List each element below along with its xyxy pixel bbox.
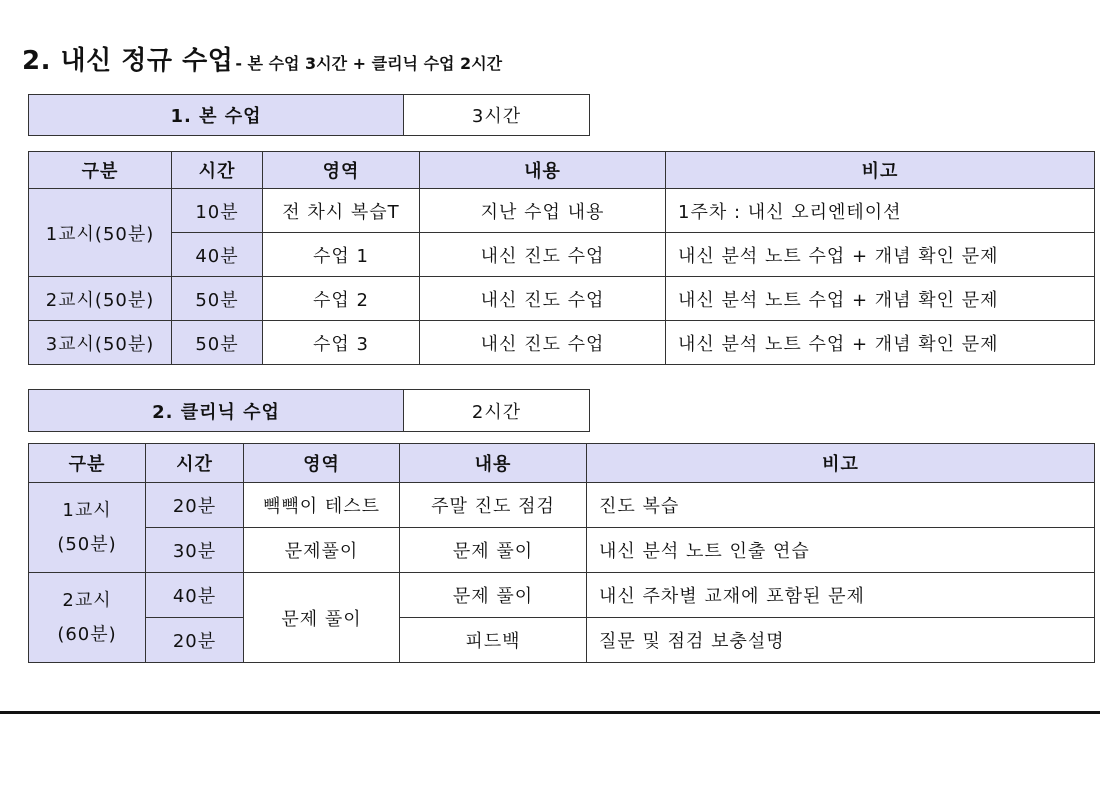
table-row [29, 528, 1095, 573]
row-group: 1교시(50분) [29, 189, 172, 277]
header-category: 구분 [29, 444, 146, 483]
row-content: 지난 수업 내용 [420, 189, 666, 233]
header-content: 내용 [400, 444, 587, 483]
section1-title: 1. 본 수업 [29, 95, 404, 136]
row-content: 주말 진도 점검 [400, 483, 587, 528]
section2-table [28, 443, 1095, 663]
row-time: 50분 [172, 277, 263, 321]
row-area: 빽빽이 테스트 [244, 483, 400, 528]
section2-title-box [28, 389, 590, 432]
row-content: 내신 진도 수업 [420, 233, 666, 277]
row-time: 20분 [146, 618, 244, 663]
header-note: 비고 [666, 152, 1095, 189]
heading-main: 2. 내신 정규 수업 [22, 46, 234, 76]
header-content: 내용 [420, 152, 666, 189]
row-time: 40분 [146, 573, 244, 618]
row-time: 30분 [146, 528, 244, 573]
row-group-line2: (50분) [57, 533, 117, 555]
table-header-row [29, 444, 1095, 483]
row-area: 문제풀이 [244, 528, 400, 573]
row-area: 수업 3 [263, 321, 420, 365]
row-note: 내신 주차별 교재에 포함된 문제 [587, 573, 1095, 618]
row-note: 진도 복습 [587, 483, 1095, 528]
row-content: 문제 풀이 [400, 573, 587, 618]
section2-title: 2. 클리닉 수업 [29, 390, 404, 432]
row-group-line2: (60분) [57, 623, 117, 645]
row-area: 전 차시 복습T [263, 189, 420, 233]
header-time: 시간 [146, 444, 244, 483]
row-time: 50분 [172, 321, 263, 365]
row-note: 내신 분석 노트 수업 + 개념 확인 문제 [666, 277, 1095, 321]
table-row [29, 233, 1095, 277]
row-note: 내신 분석 노트 수업 + 개념 확인 문제 [666, 321, 1095, 365]
row-content: 피드백 [400, 618, 587, 663]
row-content: 내신 진도 수업 [420, 277, 666, 321]
row-area: 수업 2 [263, 277, 420, 321]
header-area: 영역 [244, 444, 400, 483]
row-group-line1: 1교시 [62, 499, 112, 521]
header-category: 구분 [29, 152, 172, 189]
header-area: 영역 [263, 152, 420, 189]
row-content: 문제 풀이 [400, 528, 587, 573]
section2-duration: 2시간 [404, 390, 590, 432]
table-row [29, 321, 1095, 365]
row-group: 3교시(50분) [29, 321, 172, 365]
row-time: 40분 [172, 233, 263, 277]
table-row [29, 189, 1095, 233]
row-group-line1: 2교시 [62, 589, 112, 611]
row-note: 내신 분석 노트 인출 연습 [587, 528, 1095, 573]
header-time: 시간 [172, 152, 263, 189]
bottom-divider [0, 711, 1100, 714]
table-row [29, 618, 1095, 663]
row-content: 내신 진도 수업 [420, 321, 666, 365]
row-area: 수업 1 [263, 233, 420, 277]
row-note: 내신 분석 노트 수업 + 개념 확인 문제 [666, 233, 1095, 277]
table-row [29, 483, 1095, 528]
row-note: 질문 및 점검 보충설명 [587, 618, 1095, 663]
page-heading [22, 40, 502, 77]
section1-duration: 3시간 [404, 95, 590, 136]
header-note: 비고 [587, 444, 1095, 483]
row-group [29, 573, 146, 663]
row-time: 20분 [146, 483, 244, 528]
row-group: 2교시(50분) [29, 277, 172, 321]
table-header-row [29, 152, 1095, 189]
row-group [29, 483, 146, 573]
section1-title-box [28, 94, 590, 136]
section1-table [28, 151, 1095, 365]
heading-sub: - 본 수업 3시간 + 클리닉 수업 2시간 [235, 54, 503, 73]
table-row [29, 277, 1095, 321]
row-time: 10분 [172, 189, 263, 233]
table-row [29, 573, 1095, 618]
row-area: 문제 풀이 [244, 573, 400, 663]
row-note: 1주차 : 내신 오리엔테이션 [666, 189, 1095, 233]
